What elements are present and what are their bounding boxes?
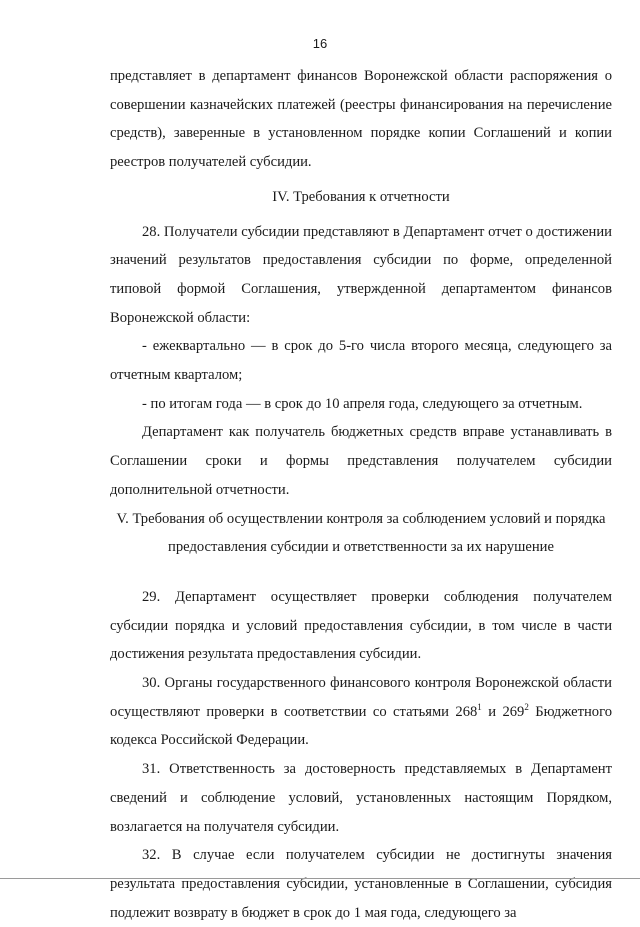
paragraph-28-additional: Департамент как получатель бюджетных средств вправе устанавливать в Соглашении сроки и формы представления получателем субсидии дополнительной отчетности. [110, 424, 612, 498]
paragraph-28-quarterly: - ежеквартально — в срок до 5-го числа второго месяца, следующего за отчетным кварталом; [110, 338, 612, 384]
paragraph-32: 32. В случае если получателем субсидии не достигнуты значения результата предоставления субсидии, установленные в Соглашении, субсидия подлежит возврату в бюджет в срок до 1 мая года, следующего за [110, 847, 612, 921]
superscript-1: 1 [477, 701, 482, 712]
paragraph-30-end: Бюджетного кодекса Российской Федерации. [110, 703, 613, 749]
section-heading-v: V. Требования об осуществлении контроля за соблюдением условий и порядка предоставления субсидии и ответственности за их нарушение [116, 510, 606, 556]
paragraph-30-start: 30. Органы государственного финансового контроля Воронежской области осуществляют проверки в соответствии со статьями 268 [110, 675, 612, 720]
paragraph-30-mid: и 269 [481, 703, 525, 720]
paragraph-29: 29. Департамент осуществляет проверки соблюдения получателем субсидии порядка и условий предоставления субсидии, в том числе в части достижения результата предоставления субсидии. [110, 588, 612, 663]
document-body [110, 62, 612, 927]
page-number: 16 [312, 36, 328, 51]
paragraph-continuation: представляет в департамент финансов Воронежской области распоряжения о совершении казначейских платежей (реестры финансирования на перечисление средств), заверенные в установленном порядке копии Соглашений и копии реестров получателей субсидии. [110, 68, 612, 171]
paragraph-31: 31. Ответственность за достоверность представляемых в Департамент сведений и соблюдение условий, установленных настоящим Порядком, возлагается на получателя субсидии. [110, 761, 612, 835]
paragraph-28: 28. Получатели субсидии представляют в Департамент отчет о достижении значений результатов предоставления субсидии по форме, определенной типовой формой Соглашения, утвержденной департаментом финансов Воронежской области: [110, 223, 612, 326]
section-heading-iv: IV. Требования к отчетности [272, 188, 450, 205]
paragraph-30 [110, 669, 612, 755]
paragraph-28-annual: - по итогам года — в срок до 10 апреля года, следующего за отчетным. [142, 395, 583, 412]
superscript-2: 2 [524, 701, 529, 712]
bottom-rule [0, 878, 640, 879]
